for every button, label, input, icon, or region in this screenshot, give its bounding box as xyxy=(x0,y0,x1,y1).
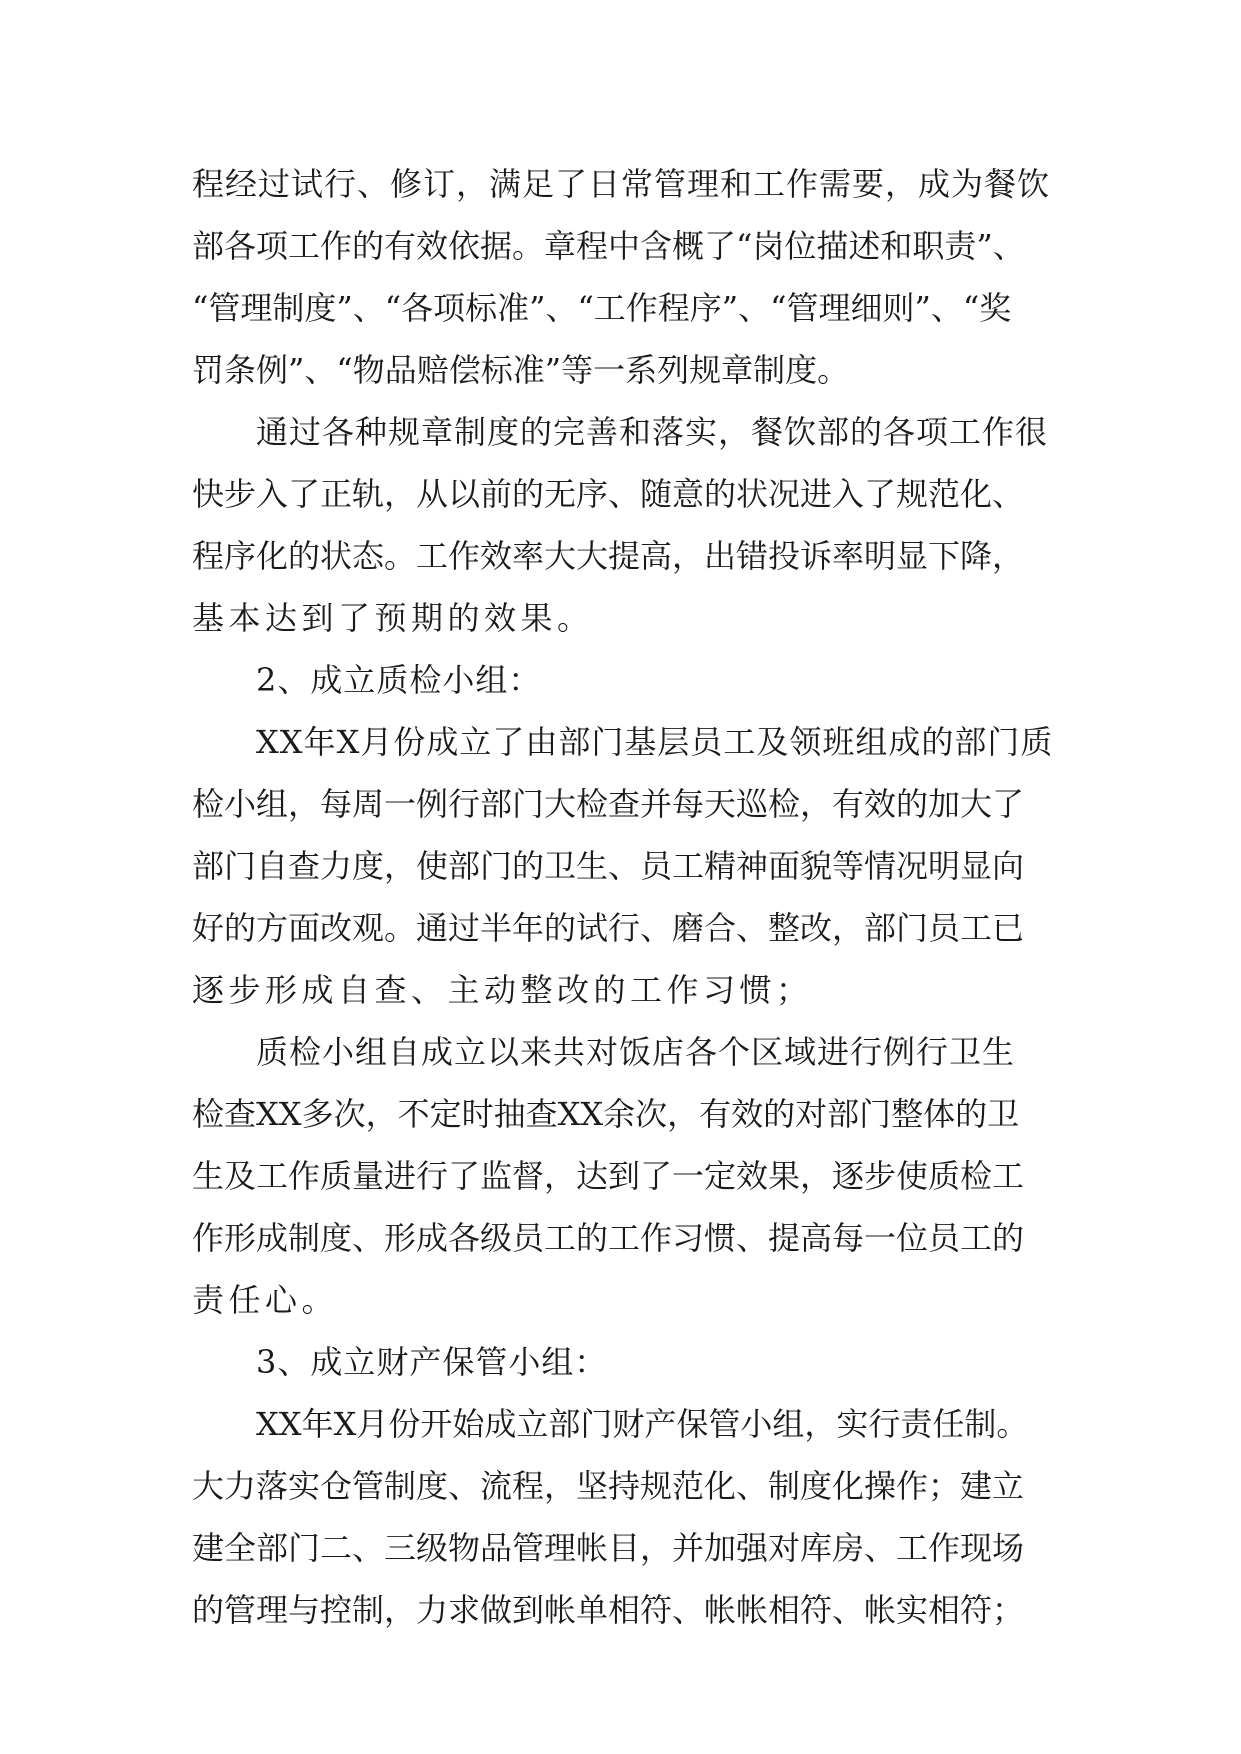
text-line: 部门自查力度，使部门的卫生、员工精神面貌等情况明显向 xyxy=(192,847,1025,885)
text-line: 作形成制度、形成各级员工的工作习惯、提高每一位员工的 xyxy=(192,1219,1025,1257)
paragraph-first-line: XX年X月份成立了由部门基层员工及领班组成的部门质 xyxy=(256,723,1054,761)
text-line: 责任心。 xyxy=(192,1281,339,1319)
text-line: 检小组，每周一例行部门大检查并每天巡检，有效的加大了 xyxy=(192,785,1025,823)
text-line: 部各项工作的有效依据。章程中含概了“岗位描述和职责”、 xyxy=(192,227,1025,265)
text-line: 罚条例”、“物品赔偿标准”等一系列规章制度。 xyxy=(192,351,850,389)
text-line: 建全部门二、三级物品管理帐目，并加强对库房、工作现场 xyxy=(192,1529,1025,1567)
text-line: 逐步形成自查、主动整改的工作习惯； xyxy=(192,971,813,1009)
text-line: 好的方面改观。通过半年的试行、磨合、整改，部门员工已 xyxy=(192,909,1025,947)
document-body xyxy=(192,153,1092,1641)
text-line: 快步入了正轨，从以前的无序、随意的状况进入了规范化、 xyxy=(192,475,1025,513)
text-line: 生及工作质量进行了监督，达到了一定效果，逐步使质检工 xyxy=(192,1157,1025,1195)
text-line: 程序化的状态。工作效率大大提高，出错投诉率明显下降， xyxy=(192,537,1025,575)
text-line: 大力落实仓管制度、流程，坚持规范化、制度化操作；建立 xyxy=(192,1467,1025,1505)
text-line: 的管理与控制，力求做到帐单相符、帐帐相符、帐实相符； xyxy=(192,1591,1025,1629)
section-heading: 3、成立财产保管小组： xyxy=(256,1343,608,1381)
section-heading: 2、成立质检小组： xyxy=(256,661,542,699)
paragraph-first-line: 质检小组自成立以来共对饭店各个区域进行例行卫生 xyxy=(256,1033,1016,1071)
text-line: 检查XX多次，不定时抽查XX余次，有效的对部门整体的卫 xyxy=(192,1095,1020,1133)
paragraph-first-line: 通过各种规章制度的完善和落实，餐饮部的各项工作很 xyxy=(256,413,1049,451)
text-line: “管理制度”、“各项标准”、“工作程序”、“管理细则”、“奖 xyxy=(192,289,1012,327)
text-line: 基本达到了预期的效果。 xyxy=(192,599,594,637)
text-line: 程经过试行、修订，满足了日常管理和工作需要，成为餐饮 xyxy=(192,165,1051,203)
paragraph-first-line: XX年X月份开始成立部门财产保管小组，实行责任制。 xyxy=(256,1405,1029,1443)
